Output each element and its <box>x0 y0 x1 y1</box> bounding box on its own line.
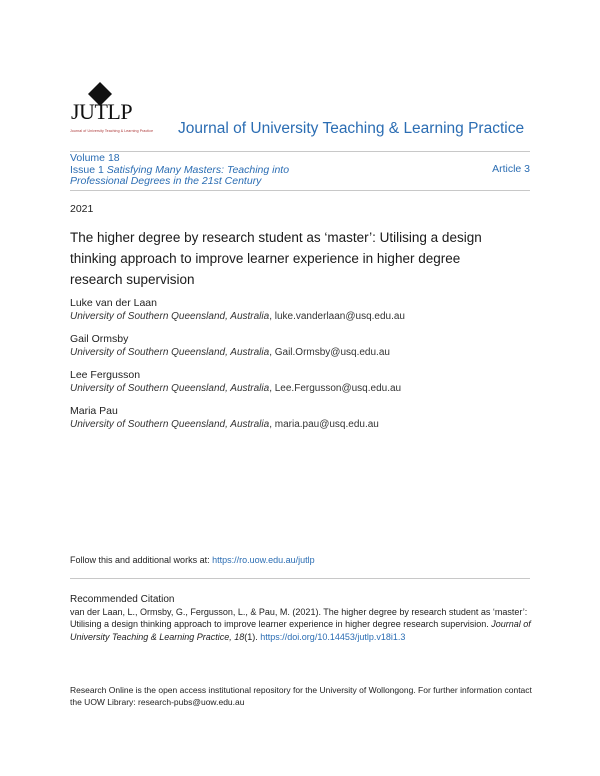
citation-text: van der Laan, L., Ormsby, G., Fergusson, L., & Pau, M. (2021). The higher degree by research student as ‘master’: Utilising a design thinking approach to improve learner experience in higher degree research supervision. <box>70 607 528 630</box>
article-link[interactable]: Article 3 <box>492 163 530 175</box>
divider-citation <box>70 578 530 579</box>
author-affiliation: University of Southern Queensland, Australia <box>70 311 270 322</box>
author-email: Gail.Ormsby@usq.edu.au <box>274 347 390 358</box>
volume-link[interactable]: Volume 18 <box>70 152 120 164</box>
citation-journal: Journal of University Teaching & Learning Practice, 18 <box>70 619 531 642</box>
author-email: luke.vanderlaan@usq.edu.au <box>274 311 405 322</box>
issue-title-line2[interactable]: Professional Degrees in the 21st Century <box>70 175 262 187</box>
citation-issue: (1). <box>244 631 261 642</box>
author-email: maria.pau@usq.edu.au <box>274 419 379 430</box>
author-entry: Gail Ormsby University of Southern Queensland, Australia, Gail.Ormsby@usq.edu.au <box>70 333 540 359</box>
issue-info <box>70 153 530 188</box>
author-entry: Lee Fergusson University of Southern Queensland, Australia, Lee.Fergusson@usq.edu.au <box>70 369 540 395</box>
author-entry: Luke van der Laan University of Southern Queensland, Australia, luke.vanderlaan@usq.edu.au <box>70 297 540 323</box>
author-affiliation: University of Southern Queensland, Australia <box>70 383 270 394</box>
journal-header <box>70 82 530 140</box>
divider-top <box>70 151 530 152</box>
repository-footer: Research Online is the open access institutional repository for the University of Wollongong. For further information contact the UOW Library: research-pubs@uow.edu.au <box>70 685 532 707</box>
publication-year: 2021 <box>70 203 94 215</box>
issue-title-line1: Satisfying Many Masters: Teaching into <box>106 163 290 176</box>
author-email: Lee.Fergusson@usq.edu.au <box>274 383 402 394</box>
author-name: Gail Ormsby <box>70 333 129 345</box>
repository-link[interactable]: https://ro.uow.edu.au/jutlp <box>212 555 315 565</box>
author-affiliation: University of Southern Queensland, Australia <box>70 419 270 430</box>
follow-works <box>70 555 315 565</box>
issue-prefix: Issue 1 <box>70 163 104 176</box>
follow-text: Follow this and additional works at: <box>70 555 213 565</box>
citation-heading: Recommended Citation <box>70 594 175 605</box>
divider-issue <box>70 190 530 191</box>
jutlp-logo <box>70 82 154 136</box>
author-name: Maria Pau <box>70 405 118 417</box>
recommended-citation <box>70 606 532 643</box>
journal-title-link[interactable]: Journal of University Teaching & Learning Practice <box>178 120 525 137</box>
paper-title: The higher degree by research student as ‘master’: Utilising a design thinking approach to improve learner experience in higher degree research supervision <box>70 230 482 287</box>
author-name: Luke van der Laan <box>70 297 157 309</box>
author-affiliation: University of Southern Queensland, Australia <box>70 347 270 358</box>
author-entry: Maria Pau University of Southern Queensland, Australia, maria.pau@usq.edu.au <box>70 405 540 431</box>
doi-link[interactable]: https://doi.org/10.14453/jutlp.v18i1.3 <box>260 631 406 642</box>
logo-tagline: Journal of University Teaching & Learning Practice <box>70 129 154 133</box>
logo-text: JUTLP <box>71 99 133 124</box>
author-name: Lee Fergusson <box>70 369 141 381</box>
